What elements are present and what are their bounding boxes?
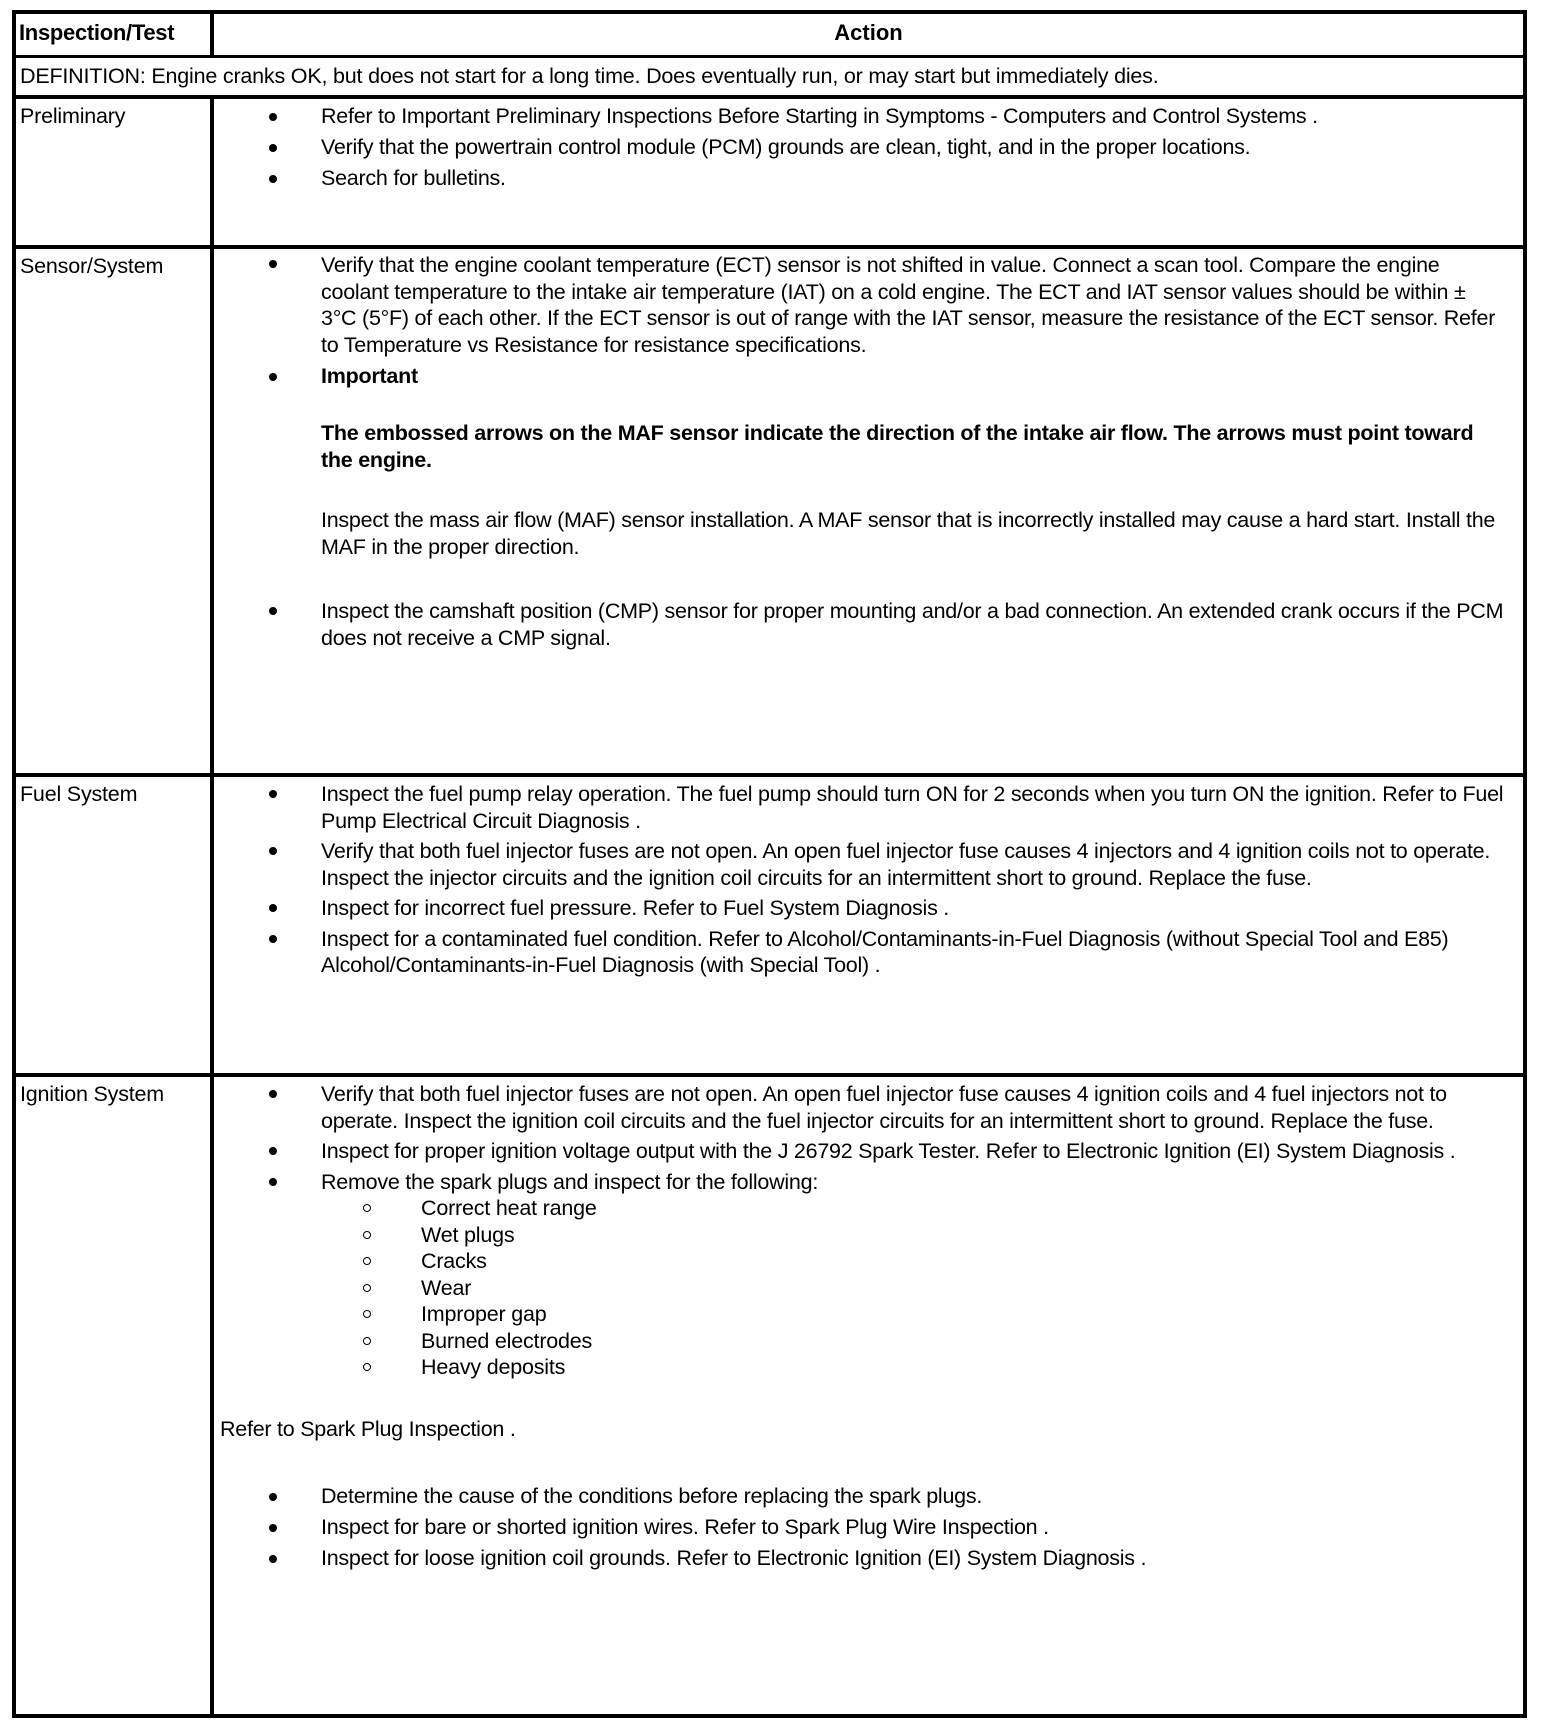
sub-list-item: Heavy deposits	[214, 1354, 1523, 1381]
action-cell	[214, 251, 1523, 651]
sub-list-item: Improper gap	[214, 1301, 1523, 1328]
bullet-icon	[269, 1524, 277, 1532]
sub-list-item: Correct heat range	[214, 1195, 1523, 1222]
sub-list-item: Cracks	[214, 1248, 1523, 1275]
bullet-icon	[269, 904, 277, 912]
list-item: Verify that both fuel injector fuses are not open. An open fuel injector fuse causes 4 ignition coils and 4 fuel injectors not to operate. Inspect the ignition coil circuits and the fuel injector circuits for an intermittent short to ground. Replace the fuse.	[214, 1081, 1523, 1134]
bullet-icon	[269, 847, 277, 855]
row-sensor-system	[16, 245, 1523, 774]
header-inspection-test: Inspection/Test	[19, 20, 175, 45]
list-item: Inspect for proper ignition voltage output with the J 26792 Spark Tester. Refer to Electronic Ignition (EI) System Diagnosis .	[214, 1138, 1523, 1165]
header-cell-inspection	[16, 14, 214, 55]
definition-text: DEFINITION: Engine cranks OK, but does not start for a long time. Does eventually run, or may start but immediately dies.	[20, 64, 1159, 88]
header-row	[16, 14, 1523, 55]
circle-bullet-icon	[363, 1257, 371, 1265]
list-item: Search for bulletins.	[214, 164, 1523, 193]
maf-instruction: Inspect the mass air flow (MAF) sensor installation. A MAF sensor that is incorrectly installed may cause a hard start. Install the MAF in the proper direction.	[321, 508, 1496, 559]
list-item: Inspect the fuel pump relay operation. The fuel pump should turn ON for 2 seconds when you turn ON the ignition. Refer to Fuel Pump Electrical Circuit Diagnosis .	[214, 781, 1523, 834]
list-item: Determine the cause of the conditions before replacing the spark plugs.	[214, 1482, 1523, 1511]
circle-bullet-icon	[363, 1363, 371, 1371]
diagnostic-table	[12, 10, 1527, 1718]
bullet-icon	[269, 1555, 277, 1563]
bullet-icon	[269, 1178, 277, 1186]
list-item: Inspect the camshaft position (CMP) sensor for proper mounting and/or a bad connection. An extended crank occurs if the PCM does not receive a CMP signal.	[214, 598, 1523, 651]
bullet-icon	[269, 144, 277, 152]
circle-bullet-icon	[363, 1337, 371, 1345]
list-item: Inspect for bare or shorted ignition wires. Refer to Spark Plug Wire Inspection .	[214, 1513, 1523, 1542]
header-action: Action	[834, 20, 903, 45]
action-cell	[214, 781, 1523, 979]
category-label: Fuel System	[20, 782, 138, 806]
list-item: Inspect for incorrect fuel pressure. Refer to Fuel System Diagnosis .	[214, 895, 1523, 922]
spark-plug-reference: Refer to Spark Plug Inspection .	[220, 1416, 516, 1441]
bullet-icon	[269, 113, 277, 121]
header-cell-action	[214, 14, 1523, 55]
category-label: Sensor/System	[20, 254, 164, 278]
list-item: Refer to Important Preliminary Inspections Before Starting in Symptoms - Computers and Control Systems .	[214, 102, 1523, 131]
bullet-icon	[269, 935, 277, 943]
sub-list-item: Burned electrodes	[214, 1328, 1523, 1355]
important-note: The embossed arrows on the MAF sensor indicate the direction of the intake air flow. The arrows must point toward the engine.	[321, 421, 1474, 472]
action-cell	[214, 1081, 1523, 1573]
bullet-icon	[269, 607, 277, 615]
category-label: Ignition System	[20, 1082, 164, 1106]
list-item: Inspect for loose ignition coil grounds. Refer to Electronic Ignition (EI) System Diagnosis .	[214, 1544, 1523, 1573]
bullet-icon	[269, 1147, 277, 1155]
sub-list-item: Wear	[214, 1275, 1523, 1302]
sub-list-item: Wet plugs	[214, 1222, 1523, 1249]
action-cell	[214, 102, 1523, 193]
list-item: Verify that both fuel injector fuses are not open. An open fuel injector fuse causes 4 injectors and 4 ignition coils not to operate. Inspect the injector circuits and the ignition coil circuits for an intermittent short to ground. Replace the fuse.	[214, 838, 1523, 891]
list-item-important: Important	[214, 362, 1523, 391]
circle-bullet-icon	[363, 1204, 371, 1212]
circle-bullet-icon	[363, 1231, 371, 1239]
circle-bullet-icon	[363, 1284, 371, 1292]
row-preliminary	[16, 95, 1523, 246]
bullet-icon	[269, 790, 277, 798]
row-ignition-system	[16, 1073, 1523, 1714]
category-label: Preliminary	[20, 104, 126, 128]
bullet-icon	[269, 1493, 277, 1501]
row-fuel-system	[16, 773, 1523, 1074]
bullet-icon	[269, 373, 277, 381]
list-item: Verify that the powertrain control module (PCM) grounds are clean, tight, and in the proper locations.	[214, 133, 1523, 162]
definition-row	[16, 55, 1523, 96]
list-item: Remove the spark plugs and inspect for the following:	[214, 1169, 1523, 1196]
bullet-icon	[269, 175, 277, 183]
circle-bullet-icon	[363, 1310, 371, 1318]
bullet-icon	[269, 1090, 277, 1098]
list-item: Verify that the engine coolant temperature (ECT) sensor is not shifted in value. Connect a scan tool. Compare the engine coolant temperature to the intake air temperature (IAT) on a cold engine. The ECT and IAT sensor values should be within ± 3°C (5°F) of each other. If the ECT sensor is out of range with the IAT sensor, measure the resistance of the ECT sensor. Refer to Temperature vs Resistance for resistance specifications.	[214, 251, 1523, 358]
list-item: Inspect for a contaminated fuel condition. Refer to Alcohol/Contaminants-in-Fuel Diagnosis (without Special Tool and E85) Alcohol/Contaminants-in-Fuel Diagnosis (with Special Tool) .	[214, 926, 1523, 979]
bullet-icon	[269, 260, 277, 268]
